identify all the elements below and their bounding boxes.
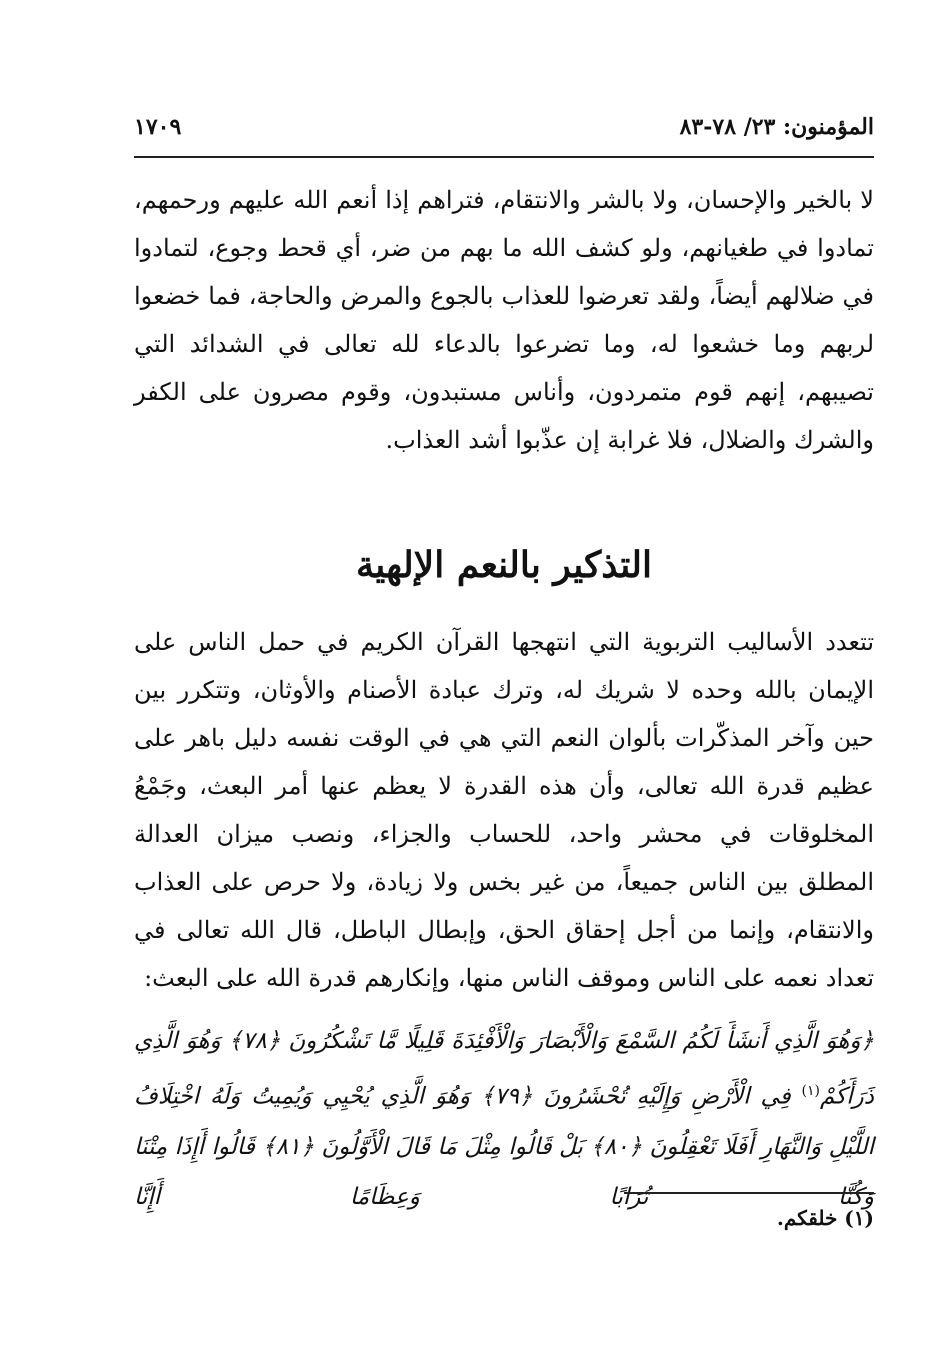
footnote-divider [624, 1192, 874, 1194]
paragraph-1: لا بالخير والإحسان، ولا بالشر والانتقام، فتراهم إذا أنعم الله عليهم ورحمهم، تمادوا في طغيانهم، ولو كشف الله ما بهم من ضر، أي قحط وجوع، لتمادوا في ضلالهم أيضاً، ولقد تعرضوا للعذاب بالجوع والمرض والحاجة، فما خضعوا لربهم وما خشعوا له، وما تضرعوا بالدعاء لله تعالى في الشدائد التي تصيبهم، إنهم قوم متمردون، وأناس مستبدون، وقوم مصرون على الكفر والشرك والضلال، فلا غرابة إن عذّبوا أشد العذاب. [134, 186, 874, 454]
chapter-reference: المؤمنون: ٢٣/ ٧٨-٨٣ [679, 114, 874, 140]
verse-text-continued: فِي الْأَرْضِ وَإِلَيْهِ تُحْشَرُونَ ﴿٧٩﴾ وَهُوَ الَّذِي يُحْيِي وَيُمِيتُ وَلَهُ اخْتِلَافُ اللَّيْلِ وَالنَّهَارِ أَفَلَا تَعْقِلُونَ ﴿٨٠﴾ بَلْ قَالُوا مِثْلَ مَا قَالَ الْأَوَّلُونَ ﴿٨١﴾ قَالُوا أَإِذَا مِتْنَا وَكُنَّا تُرَابًا وَعِظَامًا أَإِنَّا [134, 1083, 874, 1210]
footnote-marker: (١) [801, 1083, 820, 1099]
running-header [134, 110, 874, 150]
verse-text: ﴿وَهُوَ الَّذِي أَنشَأَ لَكُمُ السَّمْعَ وَالْأَبْصَارَ وَالْأَفْئِدَةَ قَلِيلًا مَّا تَشْكُرُونَ ﴿٧٨﴾ وَهُوَ الَّذِي ذَرَأَكُمْ [134, 1028, 874, 1110]
quran-verse [134, 1016, 874, 1222]
paragraph-2: تتعدد الأساليب التربوية التي انتهجها القرآن الكريم في حمل الناس على الإيمان بالله وحده لا شريك له، وترك عبادة الأصنام والأوثان، وتتكرر بين حين وآخر المذكّرات بألوان النعم التي هي في الوقت نفسه دليل باهر على عظيم قدرة الله تعالى، وأن هذه القدرة لا يعظم عنها أمر البعث، وجَمْعُ المخلوقات في محشر واحد، للحساب والجزاء، ونصب ميزان العدالة المطلق بين الناس جميعاً، من غير بخس ولا زيادة، ولا حرص على العذاب والانتقام، وإنما من أجل إحقاق الحق، وإبطال الباطل، قال الله تعالى في تعداد نعمه على الناس وموقف الناس منها، وإنكارهم قدرة الله على البعث: [134, 628, 874, 992]
footnote: (١) خلقكم. [776, 1206, 874, 1230]
header-divider [134, 156, 874, 158]
section-title: التذكير بالنعم الإلهية [355, 544, 653, 586]
page-number: ١٧٠٩ [134, 114, 182, 140]
